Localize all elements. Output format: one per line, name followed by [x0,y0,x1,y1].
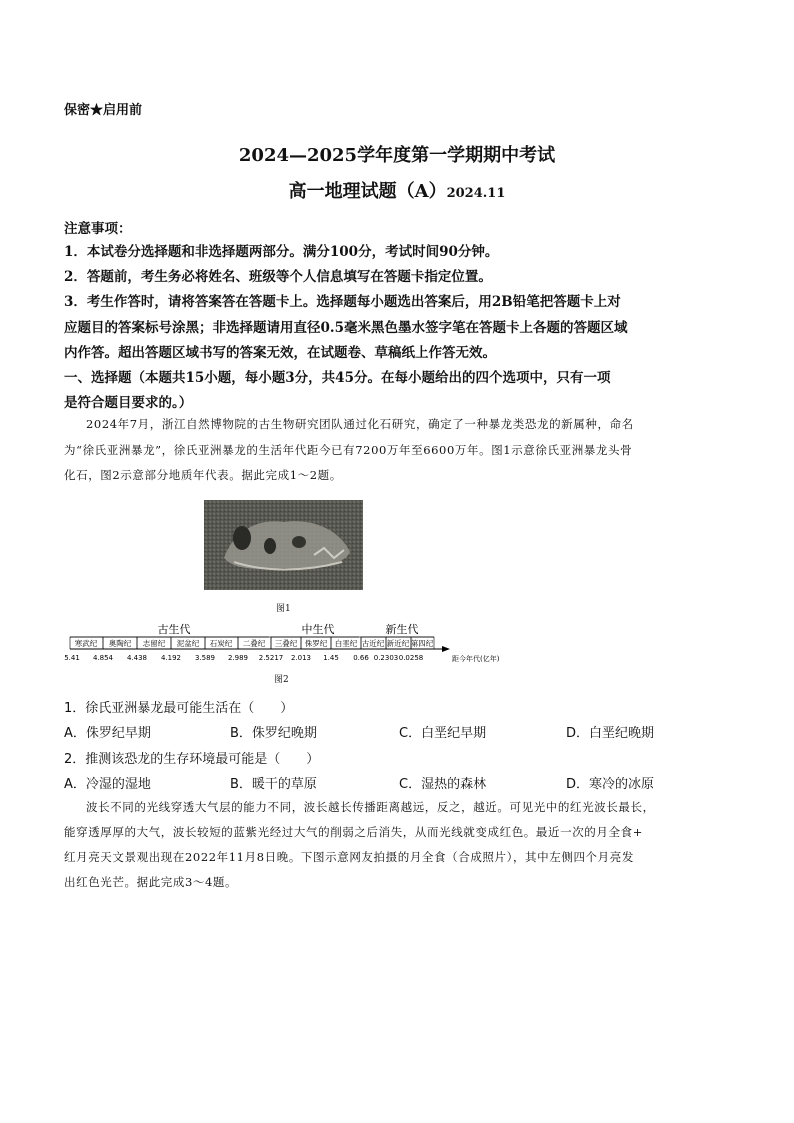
period-label: 二叠纪 [242,639,266,648]
question-2-stem: 2．推测该恐龙的生存环境最可能是（ ） [64,752,320,767]
passage-line: 为“徐氏亚洲暴龙”，徐氏亚洲暴龙的生活年代距今已有7200万年至6600万年。图1示意徐氏亚洲暴龙头骨 [64,443,633,457]
passage-line: 出红色光芒。据此完成3～4题。 [64,875,238,889]
period-label: 奥陶纪 [108,639,132,648]
period-label: 侏罗纪 [304,639,328,648]
tick-label: 2.013 [290,654,312,662]
subject-title: 高一地理试题（A） [288,181,447,202]
passage-line: 化石，图2示意部分地质年代表。据此完成1～2题。 [64,468,342,482]
figure-1-caption: 图1 [276,604,291,614]
tick-label: 4.192 [160,654,182,662]
era-label: 新生代 [385,623,419,636]
tick-label: 3.589 [194,654,216,662]
passage-line: 能穿透厚厚的大气，波长较短的蓝紫光经过大气的削弱之后消失，从而光线就变成红色。最近一次的月全食+ [64,825,643,839]
period-label: 志留纪 [142,639,166,648]
question-1-option-b: B．侏罗纪晚期 [230,726,317,741]
period-label: 寒武纪 [74,639,98,648]
period-label: 三叠纪 [274,639,298,648]
exam-date: 2024.11 [446,186,506,201]
question-1-option-d: D．白垩纪晚期 [566,726,655,741]
question-1-option-c: C．白垩纪早期 [399,726,487,741]
confidential-label: 保密★启用前 [64,103,143,118]
tick-label: 0.2303 [373,654,399,662]
question-2-option-d: D．寒冷的冰原 [566,777,655,792]
era-label: 古生代 [157,623,191,636]
question-1-stem: 1．徐氏亚洲暴龙最可能生活在（ ） [64,701,294,716]
geologic-timeline [64,615,500,675]
note-line: 应题目的答案标号涂黑；非选择题请用直径0.5毫米黑色墨水签字笔在答题卡上各题的答题区域 [64,320,628,336]
period-label: 新近纪 [386,639,410,648]
tick-label: 2.989 [227,654,249,662]
passage-line: 2024年7月，浙江自然博物院的古生物研究团队通过化石研究，确定了一种暴龙类恐龙的新属种，命名 [86,417,634,431]
figure-2-caption: 图2 [274,675,289,685]
section-heading: 一、选择题（本题共15小题，每小题3分，共45分。在每小题给出的四个选项中，只有一项 [64,370,611,386]
period-label: 古近纪 [361,639,385,648]
exam-title: 2024—2025学年度第一学期期中考试 [238,145,556,166]
era-label: 中生代 [301,623,335,636]
question-2-option-a: A．冷湿的湿地 [64,777,151,792]
period-label: 泥盆纪 [176,639,200,648]
axis-label: 距今年代(亿年) [452,655,500,663]
tick-label: 0.0258 [398,654,424,662]
tick-label: 2.5217 [258,654,284,662]
passage-line: 波长不同的光线穿透大气层的能力不同，波长越长传播距离越远，反之，越近。可见光中的红光波长最长， [86,800,655,814]
tick-label: 1.45 [323,654,339,662]
fossil-skull-image [204,500,363,590]
question-2-option-c: C．湿热的森林 [399,777,487,792]
tick-label: 4.438 [126,654,148,662]
passage-line: 红月亮天文景观出现在2022年11月8日晚。下图示意网友拍摄的月全食（合成照片），其中左侧四个月亮发 [64,850,634,864]
period-label: 石炭纪 [209,639,233,648]
tick-label: 5.41 [64,654,80,662]
note-line: 2．答题前，考生务必将姓名、班级等个人信息填写在答题卡指定位置。 [64,269,492,285]
note-line: 3．考生作答时，请将答案答在答题卡上。选择题每小题选出答案后，用2B铅笔把答题卡上对 [64,294,621,310]
tick-label: 4.854 [92,654,114,662]
note-line: 内作答。超出答题区域书写的答案无效，在试题卷、草稿纸上作答无效。 [64,345,496,361]
tick-label: 0.66 [353,654,369,662]
section-heading: 是符合题目要求的。） [64,395,193,411]
note-line: 1．本试卷分选择题和非选择题两部分。满分100分，考试时间90分钟。 [64,244,499,260]
question-2-option-b: B．暖干的草原 [230,777,317,792]
notes-heading: 注意事项： [64,221,132,237]
exam-subtitle [0,177,794,203]
period-label: 第四纪 [410,639,434,648]
period-label: 白垩纪 [334,639,358,648]
question-1-option-a: A．侏罗纪早期 [64,726,151,741]
